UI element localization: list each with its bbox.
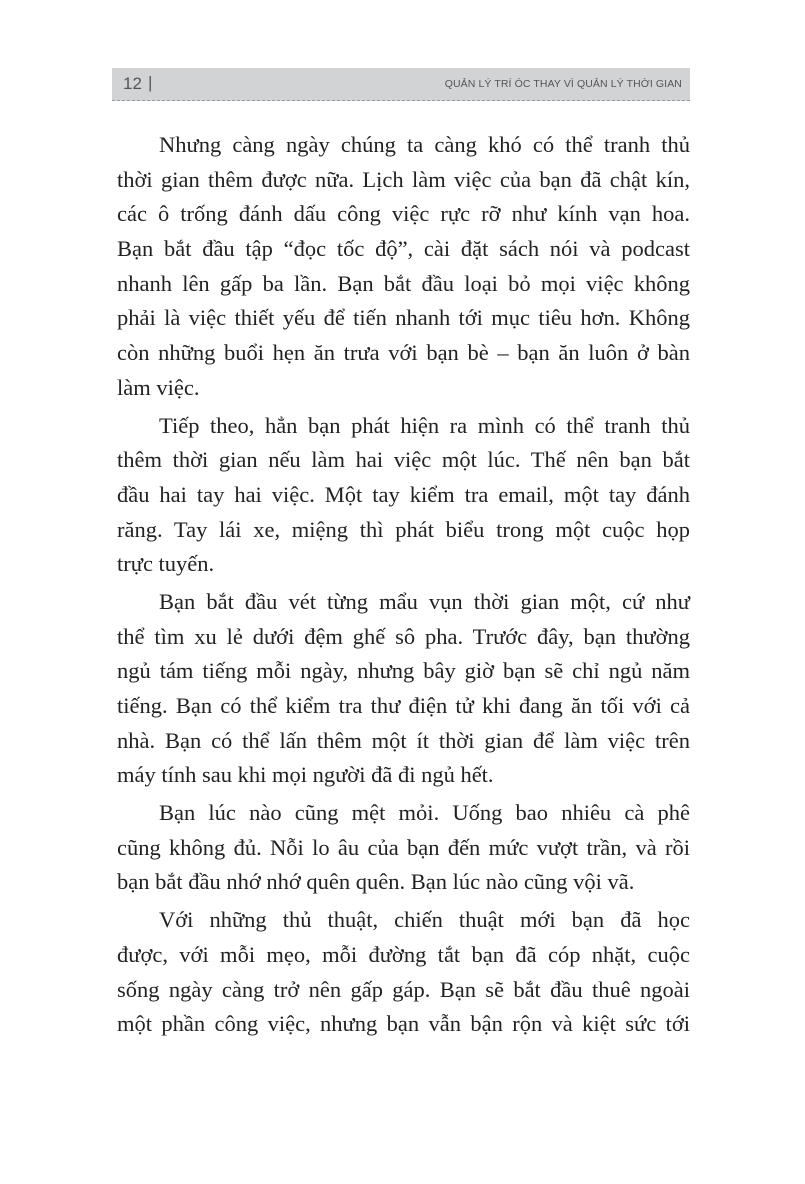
text-line: trực tuyến. [117,551,215,577]
text-line: bạn bắt đầu nhớ nhớ quên quên. Bạn lúc nào cũng vội vã. [117,869,635,895]
text-line: Bạn bắt đầu vét từng mẩu vụn thời gian một, cứ như [159,588,690,614]
paragraph [117,796,690,900]
header-separator: | [148,73,153,92]
text-line: còn những buổi hẹn ăn trưa với bạn bè – bạn ăn luôn ở bàn [117,340,690,366]
text-line: Bạn lúc nào cũng mệt mỏi. Uống bao nhiêu cà phê [159,800,690,826]
text-line: một phần công việc, nhưng bạn vẫn bận rộn và kiệt sức tới [117,1011,690,1037]
text-line: làm việc. [117,374,200,400]
text-line: nhanh lên gấp ba lần. Bạn bắt đầu loại bỏ mọi việc không [117,270,690,296]
paragraph [117,585,690,793]
paragraph [117,903,690,1042]
text-line: các ô trống đánh dấu công việc rực rỡ như kính vạn hoa. [117,201,690,227]
page-number: 12 [123,74,142,93]
text-line: Tiếp theo, hẳn bạn phát hiện ra mình có thể tranh thủ [159,412,690,438]
text-line: đầu hai tay hai việc. Một tay kiểm tra email, một tay đánh [117,481,690,507]
text-line: răng. Tay lái xe, miệng thì phát biểu trong một cuộc họp [117,516,690,542]
text-line: Nhưng càng ngày chúng ta càng khó có thể tranh thủ [159,132,690,157]
text-line: thêm thời gian nếu làm hai việc một lúc. Thế nên bạn bắt [117,447,690,473]
page-body [117,128,690,1045]
text-line: thời gian thêm được nữa. Lịch làm việc của bạn đã chật kín, [117,166,690,192]
paragraph [117,128,690,406]
text-line: phải là việc thiết yếu để tiến nhanh tới mục tiêu hơn. Không [117,305,690,331]
text-line: Với những thủ thuật, chiến thuật mới bạn đã học [159,907,690,933]
text-line: sống ngày càng trở nên gấp gáp. Bạn sẽ bắt đầu thuê ngoài [117,976,690,1002]
running-title: QUẢN LÝ TRÍ ÓC THAY VÌ QUẢN LÝ THỜI GIAN [444,78,682,90]
running-header [112,68,690,101]
text-line: thể tìm xu lẻ dưới đệm ghế sô pha. Trước đây, bạn thường [117,623,690,649]
text-line: ngủ tám tiếng mỗi ngày, nhưng bây giờ bạn sẽ chỉ ngủ năm [117,658,690,684]
text-line: Bạn bắt đầu tập “đọc tốc độ”, cài đặt sách nói và podcast [117,236,690,262]
text-line: được, với mỗi mẹo, mỗi đường tắt bạn đã cóp nhặt, cuộc [117,941,690,967]
text-line: máy tính sau khi mọi người đã đi ngủ hết. [117,762,494,788]
paragraph [117,409,690,582]
text-line: nhà. Bạn có thể lấn thêm một ít thời gian để làm việc trên [117,727,690,753]
text-line: tiếng. Bạn có thể kiểm tra thư điện tử khi đang ăn tối với cả [117,693,690,718]
text-line: cũng không đủ. Nỗi lo âu của bạn đến mức vượt trần, và rồi [117,834,690,860]
